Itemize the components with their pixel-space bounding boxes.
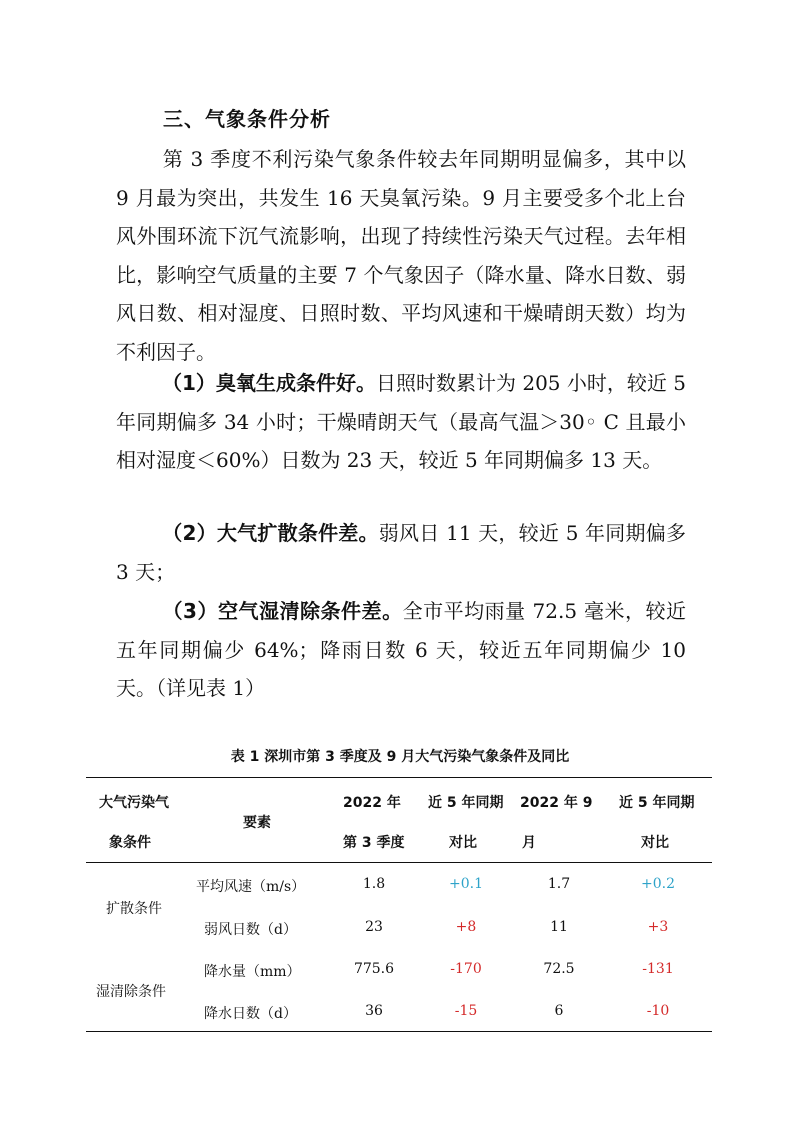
header-category-line1: 大气污染气 <box>99 795 169 811</box>
row-cmp1-value: +8 <box>455 919 477 935</box>
paragraph-diffusion <box>116 514 686 591</box>
paragraph-wet-removal-text: 全市平均雨量 72.5 毫米，较近五年同期偏少 64%；降雨日数 6 天，较近五年同期偏少 10 天。（详见表 1） <box>116 599 686 700</box>
row-sep-value: 6 <box>554 1003 564 1019</box>
row-q3-value: 23 <box>365 919 383 935</box>
row-q3-value: 775.6 <box>353 961 395 977</box>
paragraph-diffusion-text: 弱风日 11 天，较近 5 年同期偏多 3 天； <box>116 521 686 584</box>
header-element: 要素 <box>243 815 271 831</box>
paragraph-ozone-title: （1）臭氧生成条件好。 <box>162 371 376 395</box>
row-sep-value: 1.7 <box>547 876 571 892</box>
row-q3-value: 1.8 <box>362 876 386 892</box>
paragraph-wet-removal-title: （3）空气湿清除条件差。 <box>162 599 403 623</box>
row-element: 降水量（mm） <box>204 964 301 980</box>
row-element: 降水日数（d） <box>204 1006 297 1022</box>
header-q3-line1: 2022 年 <box>343 795 401 811</box>
paragraph-wet-removal <box>116 592 686 708</box>
header-sep-line1: 2022 年 9 <box>520 795 593 811</box>
header-category-line2: 象条件 <box>109 835 151 851</box>
row-cmp1-value: +0.1 <box>449 876 483 892</box>
row-q3-value: 36 <box>365 1003 383 1019</box>
row-cmp2-value: -131 <box>642 961 674 977</box>
row-cmp2-value: +3 <box>647 919 669 935</box>
row-sep-value: 72.5 <box>543 961 575 977</box>
row-element: 平均风速（m/s） <box>196 879 306 895</box>
row-cmp2-value: +0.2 <box>641 876 675 892</box>
header-cmp1-line2: 对比 <box>449 835 477 851</box>
paragraph-ozone <box>116 364 686 480</box>
row-cmp1-value: -170 <box>450 961 482 977</box>
table-rule-bottom <box>86 1031 712 1032</box>
row-cmp2-value: -10 <box>646 1003 670 1019</box>
table-rule-header <box>86 862 712 863</box>
section-heading: 三、气象条件分析 <box>163 107 331 131</box>
group-label-diffusion: 扩散条件 <box>106 901 162 917</box>
paragraph-ozone-text: 日照时数累计为 205 小时，较近 5 年同期偏多 34 小时；干燥晴朗天气（最高气温＞30◦ C 且最小相对湿度＜60%）日数为 23 天，较近 5 年同期偏多 13 天。 <box>116 371 686 472</box>
paragraph-summary <box>116 140 686 371</box>
paragraph-summary-text: 第 3 季度不利污染气象条件较去年同期明显偏多，其中以 9 月最为突出，共发生 16 天臭氧污染。9 月主要受多个北上台风外围环流下沉气流影响，出现了持续性污染天气过程。去年相比，影响空气质量的主要 7 个气象因子（降水量、降水日数、弱风日数、相对湿度、日照时数、平均风速和干燥晴朗天数）均为不利因子。 <box>116 147 686 364</box>
header-sep-line2: 月 <box>522 835 536 851</box>
table-caption: 表 1 深圳市第 3 季度及 9 月大气污染气象条件及同比 <box>230 749 570 765</box>
header-cmp2-line1: 近 5 年同期 <box>619 795 695 811</box>
table-rule-top <box>86 777 712 778</box>
paragraph-diffusion-title: （2）大气扩散条件差。 <box>162 521 379 545</box>
header-q3-line2: 第 3 季度 <box>343 835 405 851</box>
row-cmp1-value: -15 <box>454 1003 478 1019</box>
header-cmp2-line2: 对比 <box>641 835 669 851</box>
row-element: 弱风日数（d） <box>204 922 297 938</box>
header-cmp1-line1: 近 5 年同期 <box>428 795 504 811</box>
group-label-wet-removal: 湿清除条件 <box>96 984 166 1000</box>
row-sep-value: 11 <box>550 919 568 935</box>
